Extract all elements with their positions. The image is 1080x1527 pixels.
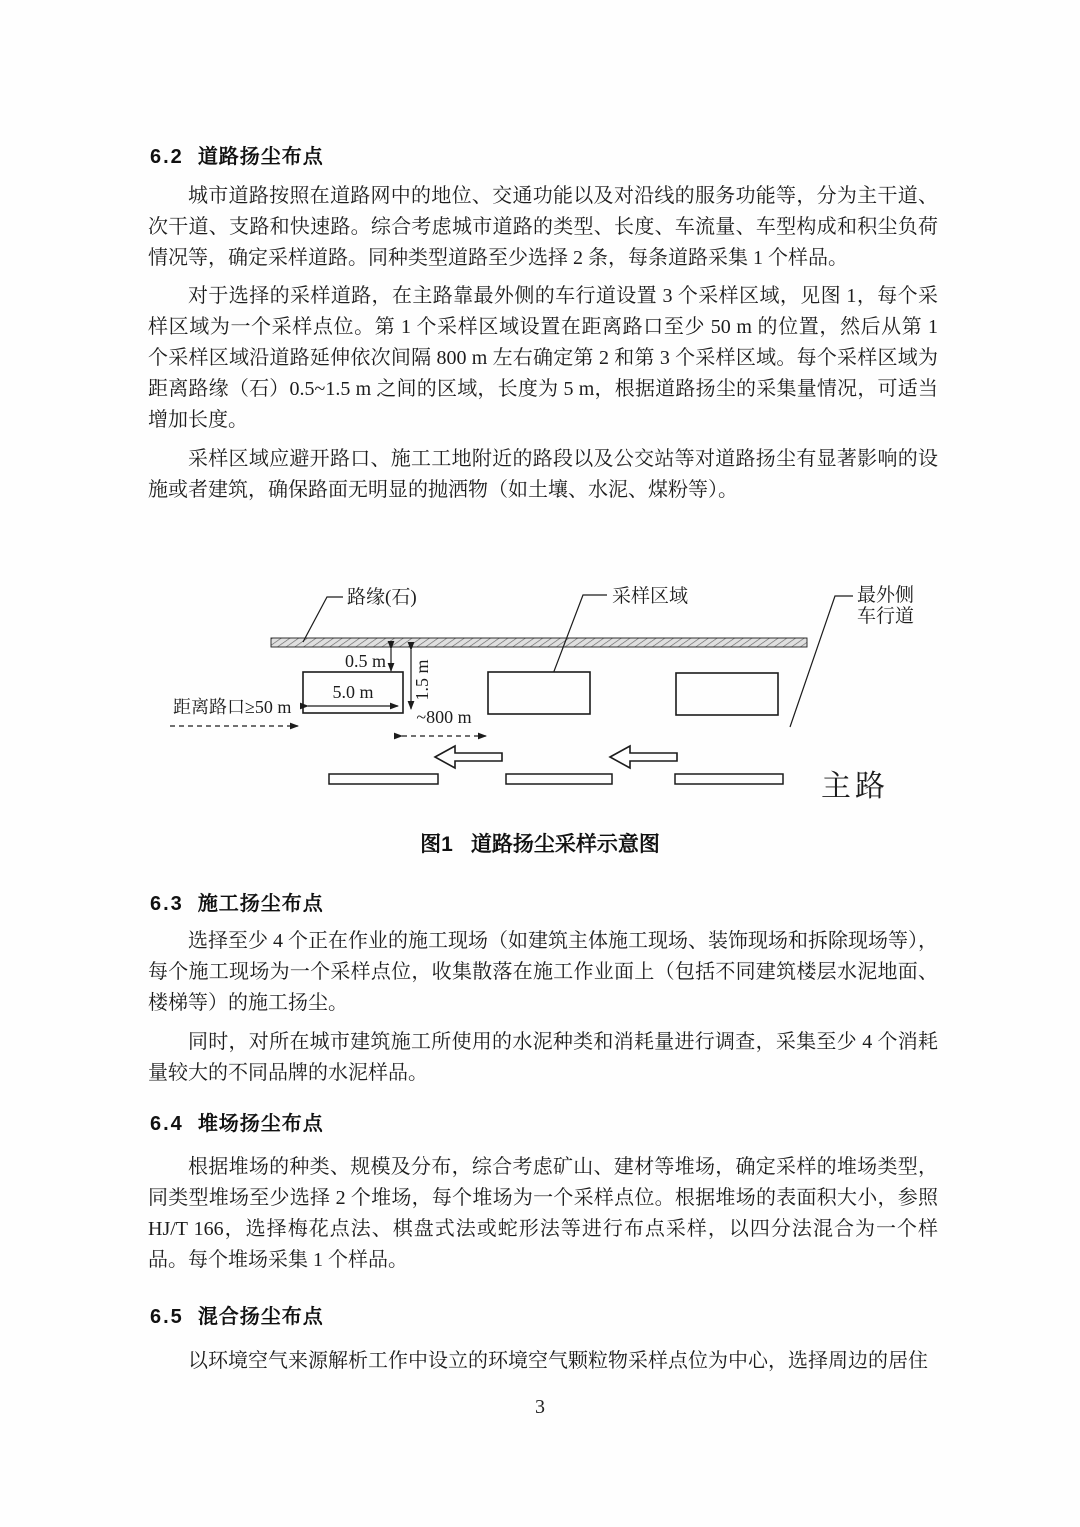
section-heading-6-5 [150, 1300, 324, 1329]
label-0-5m: 0.5 m [344, 651, 386, 671]
section-heading-6-2 [150, 140, 324, 169]
curb-leader-line [303, 597, 343, 642]
sampling-area-rect-2 [488, 672, 590, 714]
label-outermost-lane-2: 车行道 [857, 606, 915, 627]
lane-marking-bar [329, 774, 438, 784]
section-number: 6.3 [150, 893, 184, 915]
label-5-0m: 5.0 m [332, 682, 374, 702]
paragraph: 对于选择的采样道路，在主路靠最外侧的车行道设置 3 个采样区域，见图 1，每个采样区域为一个采样点位。第 1 个采样区域设置在距离路口至少 50 m 的位置，然后从第 1 个采样区域沿道路延伸依次间隔 800 m 左右确定第 2 和第 3 个采样区域。每个采样区域为距离路缘（石）0.5~1.5 m 之间的区域，长度为 5 m，根据道路扬尘的采集量情况，可适当增加长度。 [148, 285, 938, 431]
label-sampling-area: 采样区域 [612, 586, 689, 607]
section-title: 道路扬尘布点 [197, 146, 324, 168]
figure-road-dust-sampling-diagram [160, 570, 920, 810]
paragraph: 以环境空气来源解析工作中设立的环境空气颗粒物采样点位为中心，选择周边的居住 [188, 1350, 928, 1372]
figure-caption-tag: 图1 [420, 833, 453, 856]
section-heading-6-3 [150, 887, 324, 916]
paragraph: 选择至少 4 个正在作业的施工现场（如建筑主体施工现场、装饰现场和拆除现场等），每个施工现场为一个采样点位，收集散落在施工作业面上（包括不同建筑楼层水泥地面、楼梯等）的施工扬尘。 [148, 930, 938, 1014]
page-number: 3 [535, 1396, 545, 1418]
paragraph: 采样区域应避开路口、施工工地附近的路段以及公交站等对道路扬尘有显著影响的设施或者建筑，确保路面无明显的抛洒物（如土壤、水泥、煤粉等）。 [148, 448, 938, 501]
traffic-direction-arrow-icon [435, 746, 502, 768]
label-800m: ~800 m [416, 707, 472, 727]
section-number: 6.2 [150, 146, 184, 168]
section-heading-6-4 [150, 1107, 324, 1136]
label-main-road: 主路 [821, 770, 889, 803]
traffic-direction-arrow-icon [610, 746, 677, 768]
label-curb: 路缘(石) [347, 587, 417, 608]
paragraph: 根据堆场的种类、规模及分布，综合考虑矿山、建材等堆场，确定采样的堆场类型，同类型堆场至少选择 2 个堆场，每个堆场为一个采样点位。根据堆场的表面积大小，参照 HJ/T 166，选择梅花点法、棋盘式法或蛇形法等进行布点采样，以四分法混合为一个样品。每个堆场采集 1 个样品。 [148, 1156, 938, 1271]
section-number: 6.5 [150, 1306, 184, 1328]
sampling-area-rect-3 [676, 673, 778, 715]
section-title: 堆场扬尘布点 [197, 1113, 324, 1135]
paragraph: 同时，对所在城市建筑施工所使用的水泥种类和消耗量进行调查，采集至少 4 个消耗量较大的不同品牌的水泥样品。 [148, 1031, 938, 1084]
section-title: 混合扬尘布点 [197, 1306, 324, 1328]
curb-bar [271, 638, 807, 647]
lane-marking-bar [506, 774, 612, 784]
figure-caption [0, 828, 1080, 858]
section-title: 施工扬尘布点 [197, 893, 324, 915]
lane-marking-bar [675, 774, 783, 784]
label-outermost-lane-1: 最外侧 [857, 585, 915, 606]
label-1-5m: 1.5 m [412, 659, 432, 701]
figure-caption-title: 道路扬尘采样示意图 [470, 833, 660, 856]
paragraph: 城市道路按照在道路网中的地位、交通功能以及对沿线的服务功能等，分为主干道、次干道、支路和快速路。综合考虑城市道路的类型、长度、车流量、车型构成和积尘负荷情况等，确定采样道路。同种类型道路至少选择 2 条，每条道路采集 1 个样品。 [148, 185, 938, 269]
label-distance-from-intersection: 距离路口≥50 m [173, 697, 292, 717]
section-number: 6.4 [150, 1113, 184, 1135]
outermost-lane-leader-line [790, 596, 853, 727]
